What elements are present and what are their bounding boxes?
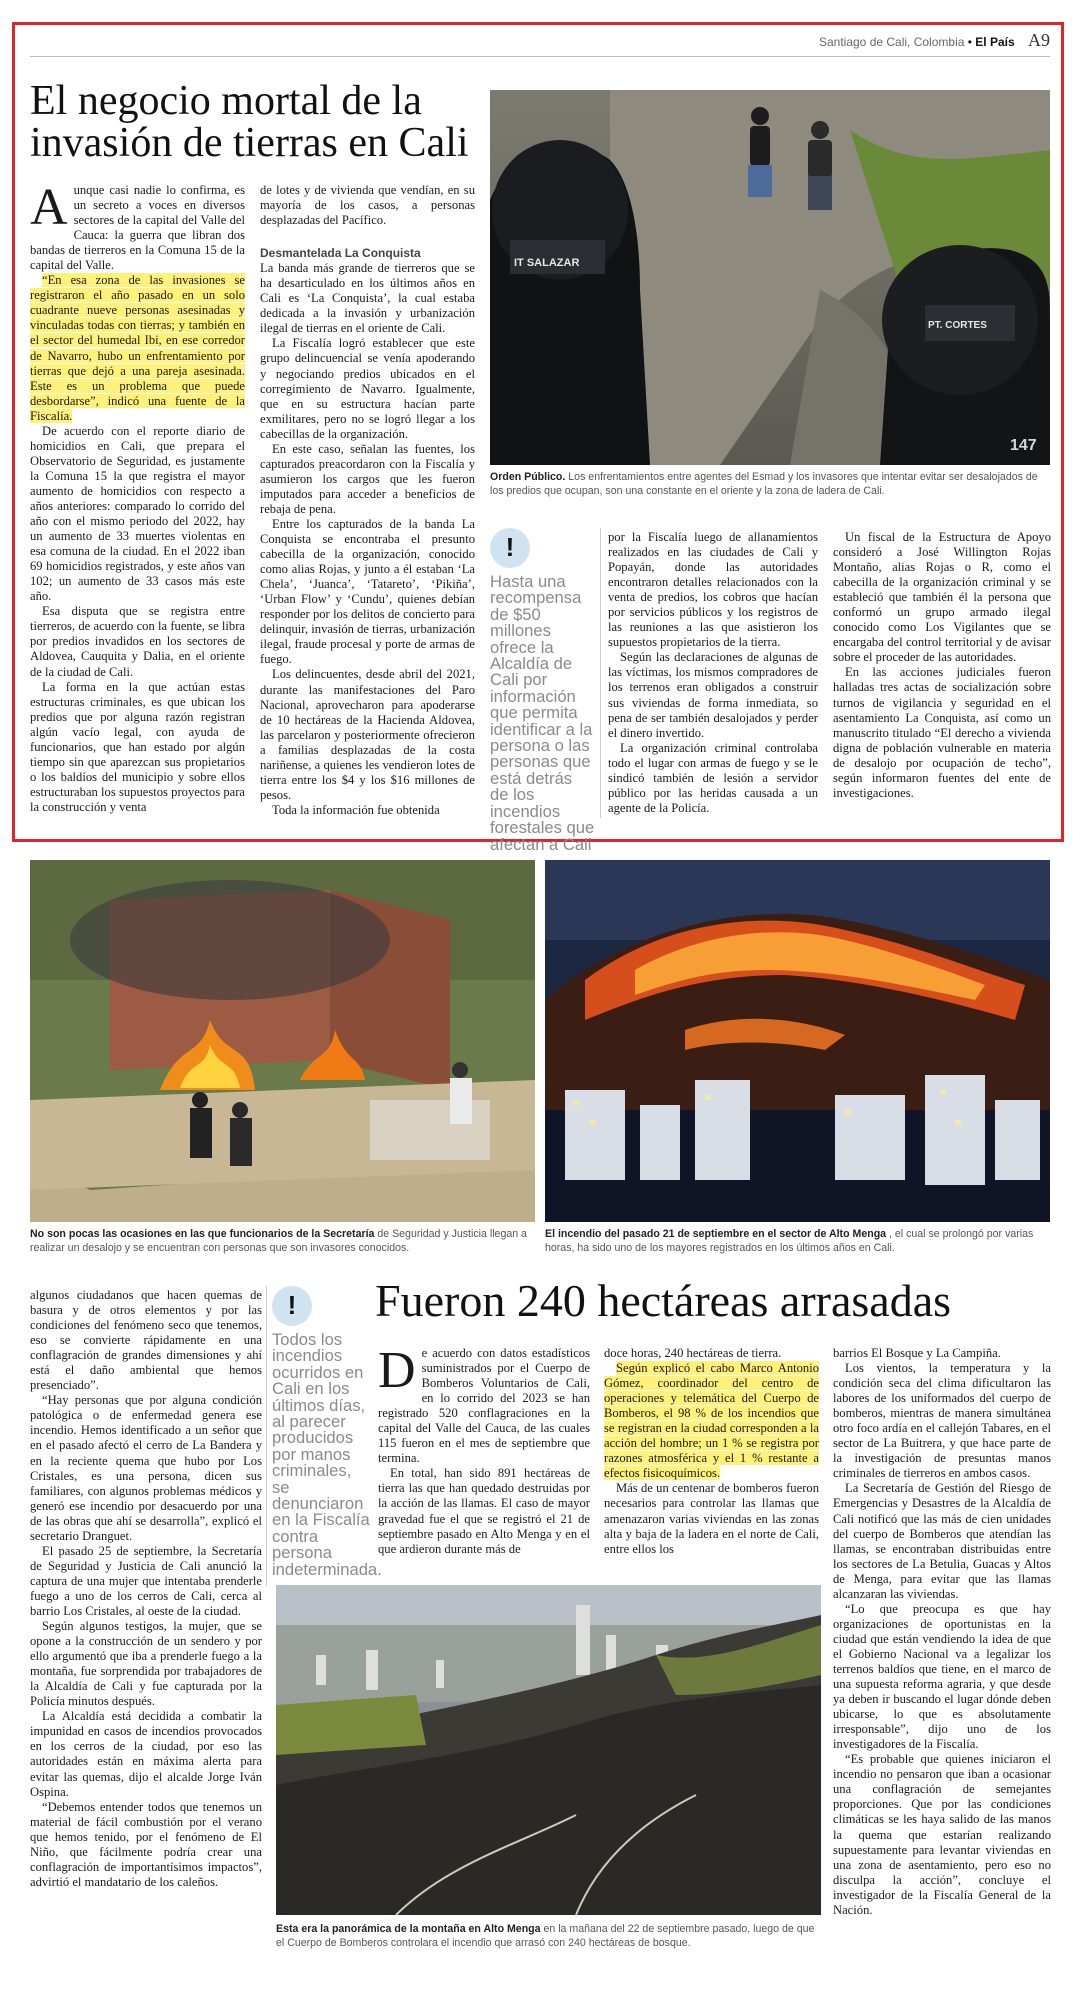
runner-paper: El País — [975, 35, 1015, 49]
a2-c4-p4: “Lo que preocupa es que hay organizaciones de oportunistas en la ciudad que están vendiendo la idea de que el Gobierno Nacional va a legalizar los terrenos baldíos que tiene, en el marco de una supuesta reforma agraria, y que desde ya deben ir buscando el lugar dónde deben ubicarse, lo que es absolutamente irresponsable”, dijo uno de los investigadores de la Fiscalía. — [833, 1601, 1051, 1752]
a1-p15: La organización criminal controlaba todo el lugar con armas de fuego y se le sindicó también de lesión a servidor público por las heridas causada a un agente de la Policía. — [608, 740, 818, 815]
a2-c3-p1: doce horas, 240 hectáreas de tierra. — [604, 1346, 782, 1360]
caption-bold: Orden Público. — [490, 471, 566, 483]
pullquote-text: Hasta una recompensa de $50 millones ofrece la Alcaldía de Cali por información que permita identificar a la persona o las personas que está detrás de los incendios forestales que afectan a Cali — [490, 572, 595, 854]
runner-bullet: • — [967, 35, 972, 49]
caption-text: Los enfrentamientos entre agentes del Esmad y los invasores que intentar evitar ser desalojados de los predios que ocupan, son una constante en el oriente y la zona de ladera de Cali. — [490, 471, 1038, 497]
photo-burnt-mountain-caption — [276, 1922, 821, 1950]
a1-p9: En este caso, señalan las fuentes, los capturados preacordaron con la Fiscalía y asumieron los cargos que les fueron imputados para acceder a beneficios de rebaja de pena. — [260, 441, 475, 516]
a1-p5: La forma en la que actúan estas estructuras criminales, es que ubican los predios que por alguna razón registran algún vacío legal, con ayuda de funcionarios, que han estado por algún tiempo sin que aparezcan sus propietarios o los baldíos del municipio y sobre ellos estructuraban los supuestos proyectos para la construcción y venta — [30, 679, 245, 814]
photo-eviction-fire — [30, 860, 535, 1222]
page-number: A9 — [1028, 30, 1050, 50]
photo-riot-caption — [490, 470, 1050, 498]
dropcap-d: D — [378, 1342, 416, 1399]
caption-bold: El incendio del pasado 21 de septiembre en el sector de Alto Menga — [545, 1228, 887, 1240]
pullquote-reward — [490, 528, 595, 853]
a1-p1: unque casi nadie lo confirma, es un secreto a voces en diversos sectores de la capital del Valle del Cauca: la guerra que libran dos bandas de tierreros en la Comuna 15 de la capital del Valle. — [30, 183, 245, 273]
article2-headline: Fueron 240 hectáreas arrasadas — [375, 1275, 952, 1326]
caption-bold: Esta era la panorámica de la montaña en Alto Menga — [276, 1923, 541, 1935]
a1-p7: La banda más grande de tierreros que se ha desarticulado en los últimos años en Cali es ‘La Conquista’, la cual estaba dedicada a la invasión y urbanización ilegal de tierras en el oriente de Cali. — [260, 261, 475, 336]
riot-police-illustration — [490, 90, 1050, 465]
article1-col4 — [608, 530, 818, 816]
photo-alto-menga-fire — [545, 860, 1050, 1222]
dropcap-a: A — [30, 179, 68, 236]
article1-headline: El negocio mortal de la invasión de tierras en Cali — [30, 78, 469, 166]
a2-left-p2: “Hay personas que por alguna condición patológica o de enfermedad genera ese incendio. Hemos identificado a un señor que en el pasado afectó el cerro de La Bandera y en la reciente quema que hubo por Los Cristales, es una persona, dicen sus familiares, con algunos problemas médicos y generó ese incendio por desacuerdo por una de las obras que ahí se desarrolla”, explicó el secretario Dranguet. — [30, 1393, 262, 1543]
exclamation-icon: ! — [490, 528, 530, 568]
article2-col3 — [604, 1346, 819, 1557]
caption-text: , el cual se prolongó por varias horas, ha sido uno de los mayores registrados en los últimos años en Cali. — [545, 1228, 1034, 1254]
article2-col-left — [30, 1288, 262, 1890]
a2-c2-p2: En total, han sido 891 hectáreas de tierra las que han quedado destruidas por la acción de las llamas. El caso de mayor gravedad fue el que se registró el 21 de septiembre pasado en Alto Menga y en el que ardieron durante más de — [378, 1466, 590, 1556]
a2-left-p4: Según algunos testigos, la mujer, que se opone a la construcción de un sendero y por ello argumentó que iba a prenderle fuego a la montaña, fue sorprendida por trabajadores de la Alcaldía de Cali y fue capturada por la Policía minutos después. — [30, 1619, 262, 1709]
article1-col5 — [833, 530, 1051, 801]
a1-highlight-quote: “En esa zona de las invasiones se registraron el año pasado en un solo cuadrante nueve personas asesinadas y vinculadas todas con tierras; y también en el sector del humedal Ibi, en ese corredor de Navarro, hubo un enfrentamiento por tierras que dejó a una pareja asesinada. Este es un problema que puede desbordarse”, indicó una fuente de la Fiscalía. — [30, 273, 245, 423]
a1-p6: de lotes y de vivienda que vendían, en su mayoría de los casos, a personas desplazadas del Pacífico. — [260, 183, 475, 228]
a1-p17: En las acciones judiciales fueron halladas tres actas de socialización sobre turnos de vigilancia y seguridad en el asentamiento La Conquista, así como un manuscrito titulado “El derecho a vivienda digna de población vulnerable en materia de desalojo por ocupación de techo”, según informaron fuentes del ente de investigaciones. — [833, 665, 1051, 800]
helmet-text-147: 147 — [1010, 437, 1037, 454]
night-fire-illustration — [545, 860, 1050, 1222]
exclamation-icon: ! — [272, 1286, 312, 1326]
a1-p4: Esa disputa que se registra entre tierreros, de acuerdo con la fuente, se libra por predios invadidos en los sectores de Aldovea, Cauquita y Dalia, en el oriente de la ciudad de Cali. — [30, 604, 245, 679]
caption-text: de Seguridad y Justicia llegan a realizar un desalojo y se encuentran con personas que son invasores conocidos. — [30, 1228, 527, 1254]
a1-p14: Según las declaraciones de algunas de las víctimas, los mismos compradores de los terrenos eran obligados a construir sus viviendas de forma inmediata, so pena de ser también desalojados y perder el dinero invertido. — [608, 650, 818, 740]
eviction-fire-illustration — [30, 860, 535, 1222]
photo-burnt-mountain — [276, 1585, 821, 1915]
photo-night-fire-caption — [545, 1227, 1050, 1255]
a1-p12: Toda la información fue obtenida — [272, 802, 440, 817]
a1-p13: por la Fiscalía luego de allanamientos realizados en las ciudades de Cali y Popayán, donde las autoridades encontraron detalles relacionados con la venta de predios, los cobros que hacían por servicios públicos y los registros de las reuniones a las que asistieron los supuestos propietarios de la tierra. — [608, 530, 818, 650]
a2-c4-p5: “Es probable que quienes iniciaron el incendio no pensaron que iban a ocasionar una conflagración de semejantes proporciones. Que por las condiciones climáticas se les haya salido de las manos la quema que estarían realizando supuestamente para levantar viviendas en una zona de asentamiento, pero eso no disculpa la acción”, concluye el investigador de la Fiscalía General de la Nación. — [833, 1752, 1051, 1917]
pullquote-fiscalia — [272, 1286, 382, 1579]
a2-left-p5: La Alcaldía está decidida a combatir la impunidad en casos de incendios provocados en los cerros de la ciudad, por eso las autoridades están en máxima alerta para evitar las quemas, dijo el alcalde Jorge Iván Ospina. — [30, 1709, 262, 1799]
a1-p10: Entre los capturados de la banda La Conquista se encontraba el presunto cabecilla de la organización, conocido como alias Rojas, y junto a él estaban ‘La Chela’, ‘Juanca’, ‘Tatareto’, ‘Pikiña’, ‘Urban Flow’ y ‘Cundu’, quienes debían responder por los delitos de concierto para delinquir, invasión de tierras, urbanización ilegal, fraude procesal y porte de armas de fuego. — [260, 516, 475, 667]
a1-p8: La Fiscalía logró establecer que este grupo delincuencial se venía apoderando y negociando predios ubicados en el corregimiento de Navarro. Igualmente, que en su estructura hacían parte exmilitares, pero no se logró llegar a los cabecillas de la organización. — [260, 336, 475, 441]
a2-left-p3: El pasado 25 de septiembre, la Secretaría de Seguridad y Justicia de Cali anunció la captura de una mujer que intentaba prenderle fuego a uno de los cerros de Cali, cerca al barrio Los Cristales, al oeste de la ciudad. — [30, 1543, 262, 1618]
a2-c3-p2: Más de un centenar de bomberos fueron necesarios para controlar las llamas que amenazaron varias viviendas en las zonas alta y baja de la ladera en el norte de Cali, entre ellos los — [604, 1481, 819, 1556]
helmet-text-cortes: PT. CORTES — [928, 320, 987, 331]
article1-col2 — [260, 183, 475, 818]
article2-col2 — [378, 1342, 590, 1557]
a1-p16: Un fiscal de la Estructura de Apoyo consideró a José Willington Rojas Montaño, alias Rojas o R, como el cabecilla de la organización criminal y se estableció que también él la persona que conformó un grupo armado ilegal conocido como Los Vigilantes que se encargaba del control territorial y de avisar sobre el proceder de las autoridades. — [833, 530, 1051, 665]
a2-c4-p2: Los vientos, la temperatura y la condición seca del clima dificultaron las labores de los uniformados del cuerpo de bomberos, mientras de manera simultánea otro foco ardía en el callejón Tabares, en el sector de La Buitrera, y que hace parte de la investigación de presuntas manos criminales de tierreros en ambos casos. — [833, 1361, 1051, 1481]
photo-riot-police — [490, 90, 1050, 465]
a1-subhead: Desmantelada La Conquista — [260, 246, 421, 261]
a2-c4-p3: La Secretaría de Gestión del Riesgo de Emergencias y Desastres de la Alcaldía de Cali notificó que las más de cien unidades del cuerpo de Bomberos que atendían las llamas, se encontraban distribuidas entre los sectores de La Betulia, Guacas y Altos de Menga, para evitar que las llamas alcanzaran las viviendas. — [833, 1481, 1051, 1601]
a2-left-p1: algunos ciudadanos que hacen quemas de basura y de otros elementos y por las condiciones del fenómeno seco que tenemos, eso se convierte rápidamente en una conflagración de grandes dimensiones y ahí está el daño ambiental que hemos presenciado”. — [30, 1288, 262, 1393]
a1-p11: Los delincuentes, desde abril del 2021, durante las manifestaciones del Paro Nacional, aprovecharon para apoderarse de 10 hectáreas de la Hacienda Aldovea, las parcelaron y posteriormente ofrecieron a familias desplazadas de la costa nariñense, a quienes les vendieron lotes de tierra entre los $4 y los $16 millones de pesos. — [260, 667, 475, 802]
burnt-mountain-illustration — [276, 1585, 821, 1915]
caption-bold: No son pocas las ocasiones en las que funcionarios de la Secretaría — [30, 1228, 375, 1240]
article1-col1 — [30, 179, 245, 815]
a2-highlight-quote: Según explicó el cabo Marco Antonio Gómez, coordinador del centro de operaciones y telemática del Cuerpo de Bomberos, el 98 % de los incendios que se registran en la ciudad corresponden a la acción del hombre; un 1 % se registra por razones atmosférica y el 1 % restante a efectos fisicoquímicos. — [604, 1361, 819, 1481]
helmet-text-salazar: IT SALAZAR — [514, 257, 580, 269]
a1-p3: De acuerdo con el reporte diario de homicidios en Cali, que prepara el Observatorio de Seguridad, es justamente la Comuna 15 la que registra el mayor aumento de homicidios con respecto a años anteriores: comparado lo corrido del año con el mismo periodo del 2022, hay un aumento de 33 muertes violentas en esa comuna de la ciudad. En el 2022 iban 69 homicidios registrados, y este años van 102; un aumento de 33 casos más este año. — [30, 423, 245, 604]
a2-c2-p1: e acuerdo con datos estadísticos suministrados por el Cuerpo de Bomberos Voluntarios de Cali, en lo corrido del 2023 se han registrado 520 conflagraciones en la capital del Valle del Cauca, de las cuales 115 fueron en el mes de septiembre que termina. — [378, 1346, 590, 1466]
a2-left-p6: “Debemos entender todos que tenemos un material de fácil combustión por el verano que hemos tenido, por el fenómeno de El Niño, que fácilmente podría crear una conflagración de importantísimos impactos”, advirtió el mandatario de los caleños. — [30, 1799, 262, 1889]
runner-location: Santiago de Cali, Colombia — [818, 35, 965, 49]
pullquote-divider — [600, 528, 601, 818]
pullquote2-divider — [266, 1286, 267, 1586]
article2-col4 — [833, 1346, 1051, 1918]
a2-c4-p1: barrios El Bosque y La Campiña. — [833, 1346, 1001, 1360]
pullquote-text: Todos los incendios ocurridos en Cali en los últimos días, al parecer producidos por manos criminales, se denunciaron en la Fiscalía contra persona indeterminada. — [272, 1330, 382, 1579]
caption-text: en la mañana del 22 de septiembre pasado, luego de que el Cuerpo de Bomberos controlara el incendio que arrasó con 240 hectáreas de bosque. — [276, 1923, 815, 1949]
photo-eviction-caption — [30, 1227, 535, 1255]
